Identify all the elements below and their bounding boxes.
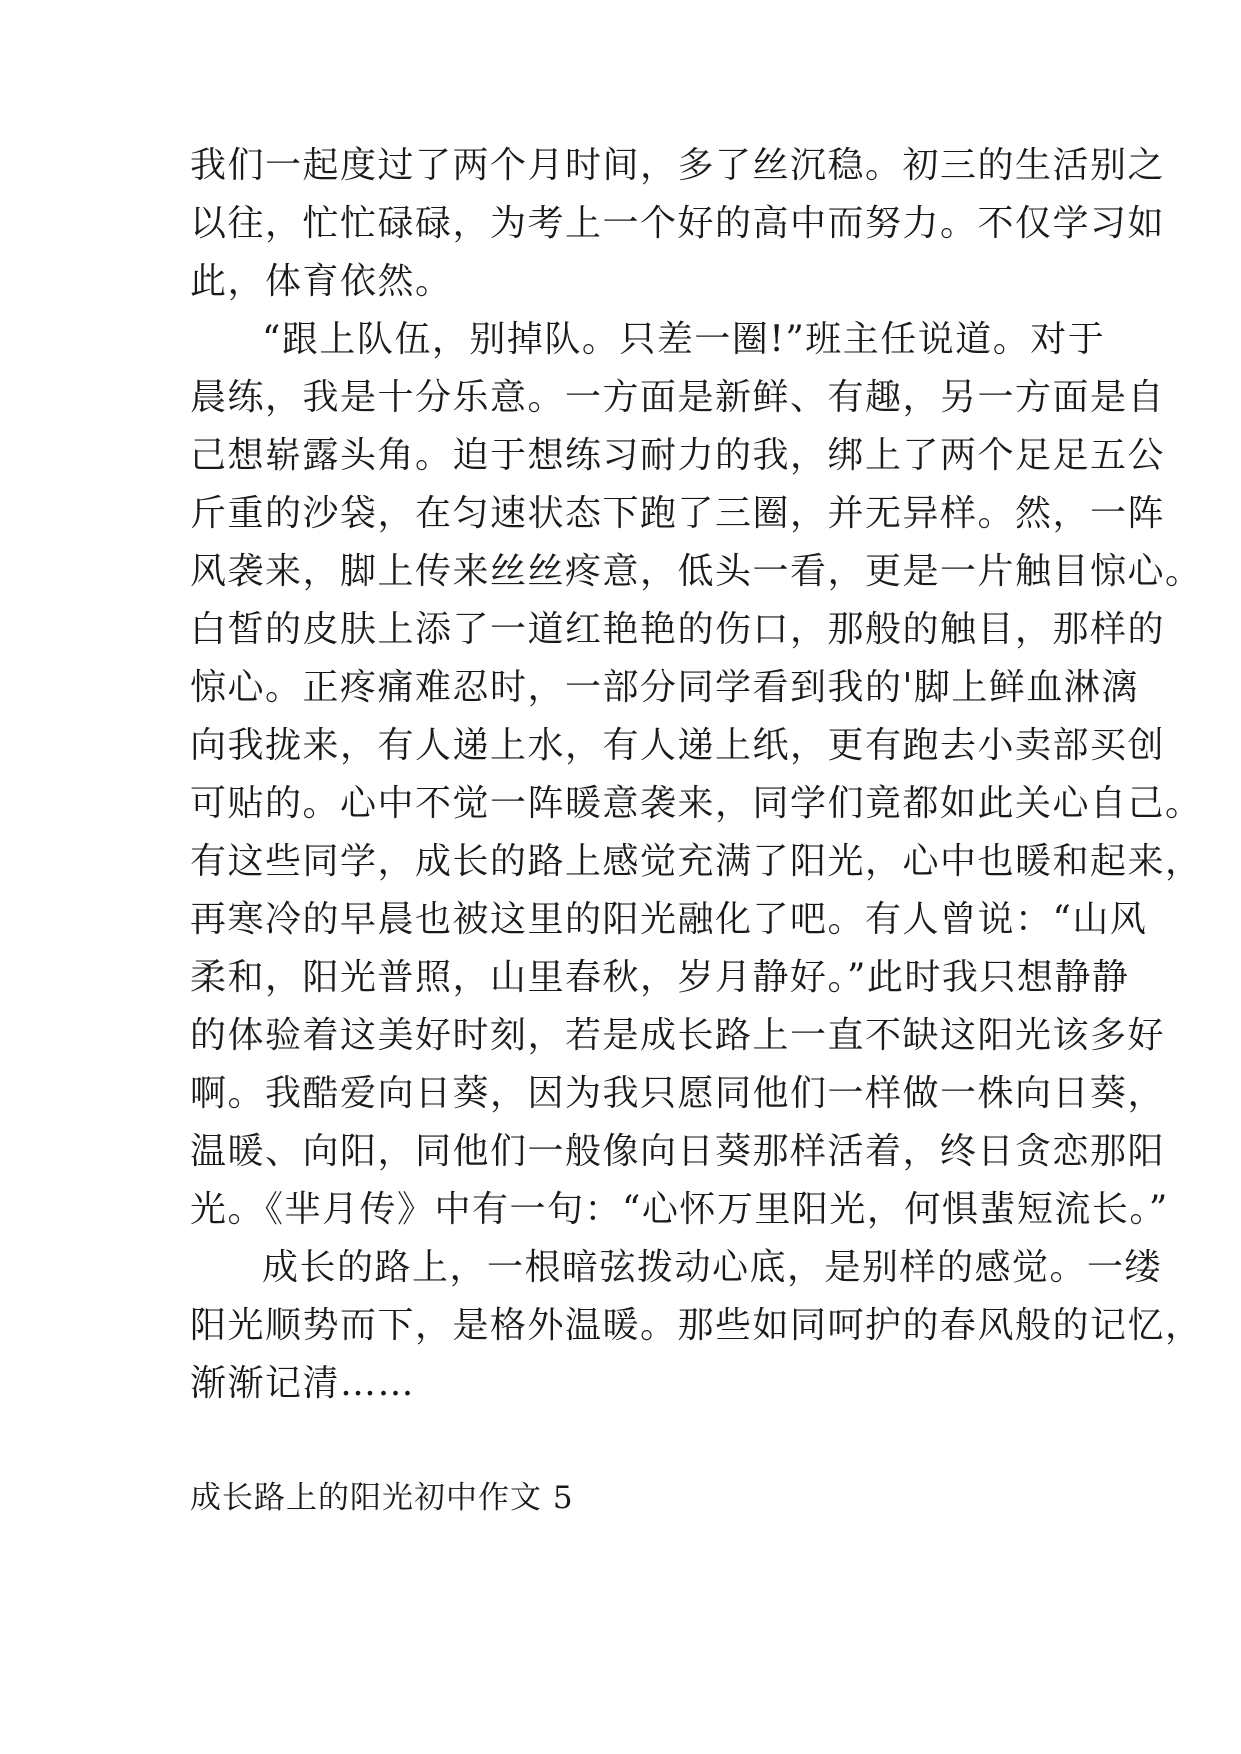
- paragraph-2-line-16: 光。《芈月传》中有一句：“心怀万里阳光，何惧蜚短流长。”: [190, 1189, 1169, 1230]
- paragraph-3-line-1: 成长的路上，一根暗弦拨动心底，是别样的感觉。一缕: [262, 1247, 1163, 1288]
- paragraph-2-line-2: 晨练，我是十分乐意。一方面是新鲜、有趣，另一方面是自: [190, 377, 1166, 418]
- paragraph-2-line-5: 风袭来，脚上传来丝丝疼意，低头一看，更是一片触目惊心。: [190, 551, 1203, 592]
- paragraph-2-line-3: 己想崭露头角。迫于想练习耐力的我，绑上了两个足足五公: [190, 435, 1166, 476]
- paragraph-2-line-7: 惊心。正疼痛难忍时，一部分同学看到我的'脚上鲜血淋漓: [190, 667, 1139, 708]
- paragraph-3-line-2: 阳光顺势而下，是格外温暖。那些如同呵护的春风般的记忆，: [190, 1305, 1203, 1346]
- paragraph-2-line-10: 有这些同学，成长的路上感觉充满了阳光，心中也暖和起来，: [190, 841, 1203, 882]
- paragraph-2-line-15: 温暖、向阳，同他们一般像向日葵那样活着，终日贪恋那阳: [190, 1131, 1166, 1172]
- paragraph-2-line-4: 斤重的沙袋，在匀速状态下跑了三圈，并无异样。然，一阵: [190, 493, 1166, 534]
- paragraph-2-line-6: 白皙的皮肤上添了一道红艳艳的伤口，那般的触目，那样的: [190, 609, 1166, 650]
- paragraph-2-line-1: “跟上队伍，别掉队。只差一圈!”班主任说道。对于: [262, 319, 1106, 360]
- paragraph-1-line-1: 我们一起度过了两个月时间，多了丝沉稳。初三的生活别之: [190, 145, 1166, 186]
- paragraph-1-line-3: 此，体育依然。: [190, 261, 453, 302]
- paragraph-2-line-9: 可贴的。心中不觉一阵暖意袭来，同学们竟都如此关心自己。: [190, 783, 1203, 824]
- paragraph-1-line-2: 以往，忙忙碌碌，为考上一个好的高中而努力。不仅学习如: [190, 203, 1166, 244]
- paragraph-2-line-12: 柔和，阳光普照，山里春秋，岁月静好。”此时我只想静静: [190, 957, 1130, 998]
- paragraph-3-line-3: 渐渐记清……: [190, 1363, 416, 1404]
- paragraph-2-line-14: 啊。我酷爱向日葵，因为我只愿同他们一样做一株向日葵，: [190, 1073, 1166, 1114]
- section-heading: 成长路上的阳光初中作文 5: [190, 1480, 574, 1516]
- paragraph-2-line-13: 的体验着这美好时刻，若是成长路上一直不缺这阳光该多好: [190, 1015, 1166, 1056]
- paragraph-2-line-11: 再寒冷的早晨也被这里的阳光融化了吧。有人曾说：“山风: [190, 899, 1148, 940]
- paragraph-2-line-8: 向我拢来，有人递上水，有人递上纸，更有跑去小卖部买创: [190, 725, 1166, 766]
